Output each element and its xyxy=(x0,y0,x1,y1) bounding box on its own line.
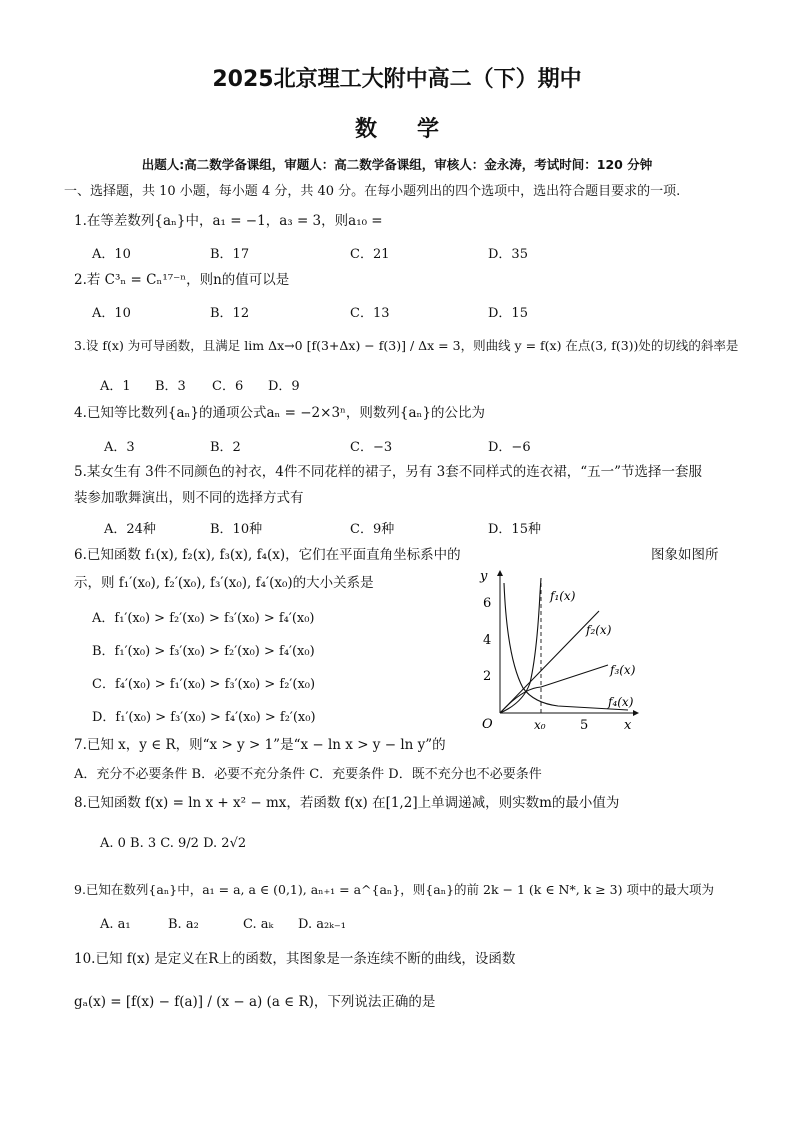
q5-option-d: D．15种 xyxy=(488,522,541,537)
question-1-stem: 1.在等差数列{aₙ}中，a₁ = −1，a₃ = 3，则a₁₀ = xyxy=(74,213,383,229)
q1-option-c: C．21 xyxy=(350,247,390,262)
q1-option-d: D．35 xyxy=(488,247,528,262)
question-6-stem-right: 图象如图所 xyxy=(651,547,719,563)
q6-option-b: B．f₁′(x₀) > f₃′(x₀) > f₂′(x₀) > f₄′(x₀) xyxy=(92,644,315,659)
x-axis-label: x xyxy=(624,718,632,733)
question-2-stem: 2.若 C³ₙ = Cₙ¹⁷⁻ⁿ，则n的值可以是 xyxy=(74,272,290,288)
q1-option-b: B．17 xyxy=(210,247,250,262)
curve-f2 xyxy=(500,611,599,713)
page-title: 2025北京理工大附中高二（下）期中 xyxy=(212,67,582,92)
q2-option-b: B．12 xyxy=(210,306,250,321)
q3-option-a: A．1 xyxy=(100,379,131,394)
q9-option-a: A. a₁ xyxy=(100,917,131,932)
question-4-stem: 4.已知等比数列{aₙ}的通项公式aₙ = −2×3ⁿ，则数列{aₙ}的公比为 xyxy=(74,405,485,421)
q7-options: A．充分不必要条件 B．必要不充分条件 C．充要条件 D．既不充分也不必要条件 xyxy=(74,767,542,782)
q9-option-d: D. a₂ₖ₋₁ xyxy=(298,917,347,932)
q9-option-b: B. a₂ xyxy=(168,917,199,932)
q6-option-a: A．f₁′(x₀) > f₂′(x₀) > f₃′(x₀) > f₄′(x₀) xyxy=(92,611,315,626)
q2-option-a: A．10 xyxy=(92,306,131,321)
q3-option-c: C．6 xyxy=(212,379,244,394)
question-7-stem: 7.已知 x，y ∈ R，则“x > y > 1”是“x − ln x > y − ln y”的 xyxy=(74,737,446,753)
question-5-stem-line-2: 装参加歌舞演出，则不同的选择方式有 xyxy=(74,490,304,506)
q6-option-c: C．f₄′(x₀) > f₁′(x₀) > f₃′(x₀) > f₂′(x₀) xyxy=(92,677,316,692)
q4-option-a: A．3 xyxy=(104,440,135,455)
q4-option-c: C．−3 xyxy=(350,440,393,455)
curve-f1 xyxy=(500,578,541,713)
subject-title: 数学 xyxy=(354,117,479,142)
q5-option-b: B．10种 xyxy=(210,522,263,537)
q6-option-d: D．f₁′(x₀) > f₃′(x₀) > f₄′(x₀) > f₂′(x₀) xyxy=(92,710,316,725)
section-heading: 一、选择题，共 10 小题，每小题 4 分，共 40 分。在每小题列出的四个选项中，选出符合题目要求的一项. xyxy=(64,184,681,199)
q5-option-c: C．9种 xyxy=(350,522,395,537)
q9-option-c: C. aₖ xyxy=(243,917,274,932)
y-axis-label: y xyxy=(480,569,488,584)
question-6-stem-line-2: 示，则 f₁′(x₀), f₂′(x₀), f₃′(x₀), f₄′(x₀)的大小关系是 xyxy=(74,575,374,591)
q1-option-a: A．10 xyxy=(92,247,131,262)
question-10-stem-line-2: gₐ(x) = [f(x) − f(a)] / (x − a) (a ∈ R)，下列说法正确的是 xyxy=(74,994,436,1010)
x-tick-x0: x₀ xyxy=(534,718,546,732)
question-6-stem-line-1: 6.已知函数 f₁(x), f₂(x), f₃(x), f₄(x)，它们在平面直角坐标系中的 xyxy=(74,547,461,563)
curve-f2-label: f₂(x) xyxy=(586,623,612,637)
y-tick-4: 4 xyxy=(483,633,492,648)
y-tick-2: 2 xyxy=(483,669,492,684)
q2-option-d: D．15 xyxy=(488,306,528,321)
q5-option-a: A．24种 xyxy=(104,522,156,537)
question-9-stem: 9.已知在数列{aₙ}中，a₁ = a, a ∈ (0,1), aₙ₊₁ = a^{aₙ}，则{aₙ}的前 2k − 1 (k ∈ N*, k ≥ 3) 项中的最大项为 xyxy=(74,882,714,897)
curve-f1-label: f₁(x) xyxy=(550,589,576,603)
question-3-stem: 3.设 f(x) 为可导函数，且满足 lim Δx→0 [f(3+Δx) − f(3)] / Δx = 3，则曲线 y = f(x) 在点(3, f(3))处的切线的斜率是 xyxy=(74,338,739,353)
function-graph xyxy=(468,563,648,735)
question-8-stem: 8.已知函数 f(x) = ln x + x² − mx，若函数 f(x) 在[1,2]上单调递减，则实数m的最小值为 xyxy=(74,795,620,811)
question-5-stem-line-1: 5.某女生有 3件不同颜色的衬衣，4件不同花样的裙子，另有 3套不同样式的连衣裙，“五一”节选择一套服 xyxy=(74,464,703,480)
q4-option-b: B．2 xyxy=(210,440,241,455)
x-tick-5: 5 xyxy=(580,718,589,733)
q3-option-d: D．9 xyxy=(268,379,300,394)
y-tick-6: 6 xyxy=(483,596,492,611)
exam-meta: 出题人:高二数学备课组，审题人：高二数学备课组，审核人：金永涛，考试时间：120 分钟 xyxy=(141,157,653,172)
q4-option-d: D．−6 xyxy=(488,440,531,455)
question-10-stem-line-1: 10.已知 f(x) 是定义在R上的函数，其图象是一条连续不断的曲线，设函数 xyxy=(74,951,516,967)
q8-options: A. 0 B. 3 C. 9/2 D. 2√2 xyxy=(100,836,247,851)
q3-option-b: B．3 xyxy=(155,379,186,394)
curve-f3-label: f₃(x) xyxy=(610,663,636,677)
curve-f4-label: f₄(x) xyxy=(608,695,634,709)
q2-option-c: C．13 xyxy=(350,306,390,321)
origin-label: O xyxy=(482,717,493,732)
